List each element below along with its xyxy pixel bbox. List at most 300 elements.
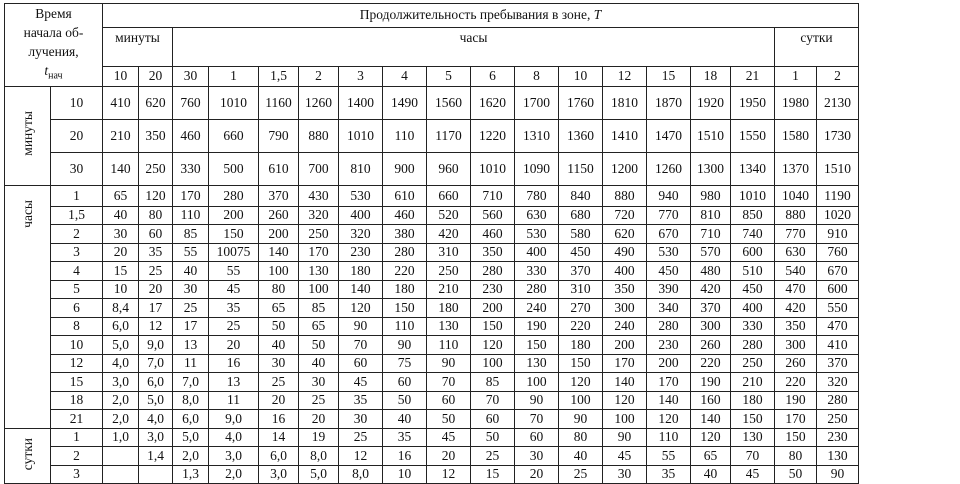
dose-cell: 190 xyxy=(515,317,559,336)
dose-cell: 130 xyxy=(427,317,471,336)
dose-cell: 700 xyxy=(299,152,339,185)
dose-cell: 410 xyxy=(103,86,139,119)
dose-cell: 40 xyxy=(259,336,299,355)
dose-cell: 630 xyxy=(775,243,817,262)
dose-cell: 10075 xyxy=(209,243,259,262)
dose-cell: 11 xyxy=(209,391,259,410)
dose-cell: 330 xyxy=(731,317,775,336)
dose-cell: 600 xyxy=(731,243,775,262)
dose-cell: 40 xyxy=(559,447,603,466)
dose-cell: 40 xyxy=(691,465,731,484)
dose-cell: 8,0 xyxy=(173,391,209,410)
dose-cell: 45 xyxy=(731,465,775,484)
table-row xyxy=(5,317,859,336)
table-row xyxy=(5,465,859,484)
dose-cell: 180 xyxy=(339,262,383,281)
dose-cell: 850 xyxy=(731,206,775,225)
dose-cell: 810 xyxy=(339,152,383,185)
dose-cell: 420 xyxy=(427,225,471,244)
start-time-cell: 8 xyxy=(51,317,103,336)
dose-cell: 100 xyxy=(603,410,647,429)
dose-cell: 50 xyxy=(471,428,515,447)
dose-cell: 12 xyxy=(427,465,471,484)
dose-cell: 1370 xyxy=(775,152,817,185)
dose-cell: 6,0 xyxy=(103,317,139,336)
dose-cell: 5,0 xyxy=(139,391,173,410)
dose-cell: 130 xyxy=(731,428,775,447)
dose-cell: 65 xyxy=(299,317,339,336)
dose-cell: 1400 xyxy=(339,86,383,119)
dose-cell: 420 xyxy=(691,280,731,299)
duration-column-header: 1 xyxy=(775,67,817,87)
dose-cell: 610 xyxy=(259,152,299,185)
dose-cell: 80 xyxy=(559,428,603,447)
dose-cell: 7,0 xyxy=(139,354,173,373)
start-time-header xyxy=(5,4,103,87)
dose-cell: 180 xyxy=(559,336,603,355)
dose-cell: 140 xyxy=(691,410,731,429)
dose-cell: 60 xyxy=(515,428,559,447)
dose-cell: 1760 xyxy=(559,86,603,119)
dose-cell: 55 xyxy=(647,447,691,466)
dose-cell: 880 xyxy=(299,119,339,152)
dose-cell: 1810 xyxy=(603,86,647,119)
dose-cell: 1490 xyxy=(383,86,427,119)
dose-cell: 35 xyxy=(339,391,383,410)
dose-cell: 170 xyxy=(173,185,209,206)
dose-cell: 40 xyxy=(299,354,339,373)
dose-cell: 1510 xyxy=(817,152,859,185)
dose-cell: 70 xyxy=(339,336,383,355)
dose-cell: 12 xyxy=(139,317,173,336)
dose-cell: 910 xyxy=(817,225,859,244)
row-group-label-text: часы xyxy=(19,199,35,228)
dose-cell: 1550 xyxy=(731,119,775,152)
dose-cell: 1340 xyxy=(731,152,775,185)
dose-cell: 630 xyxy=(515,206,559,225)
dose-cell: 180 xyxy=(731,391,775,410)
dose-cell: 85 xyxy=(471,373,515,392)
dose-cell: 300 xyxy=(775,336,817,355)
dose-cell: 120 xyxy=(603,391,647,410)
dose-cell: 550 xyxy=(817,299,859,318)
dose-cell: 1260 xyxy=(647,152,691,185)
dose-cell: 1260 xyxy=(299,86,339,119)
dose-cell: 300 xyxy=(691,317,731,336)
dose-cell: 19 xyxy=(299,428,339,447)
dose-cell: 25 xyxy=(139,262,173,281)
start-time-cell: 1 xyxy=(51,185,103,206)
dose-cell: 40 xyxy=(103,206,139,225)
dose-cell: 400 xyxy=(603,262,647,281)
row-group-label xyxy=(5,428,51,484)
dose-cell: 220 xyxy=(559,317,603,336)
dose-cell: 2,0 xyxy=(103,391,139,410)
dose-cell: 470 xyxy=(817,317,859,336)
start-time-cell: 5 xyxy=(51,280,103,299)
dose-cell: 1020 xyxy=(817,206,859,225)
dose-cell: 65 xyxy=(103,185,139,206)
dose-cell: 35 xyxy=(209,299,259,318)
dose-cell: 280 xyxy=(647,317,691,336)
dose-cell: 1150 xyxy=(559,152,603,185)
start-time-cell: 30 xyxy=(51,152,103,185)
dose-cell: 460 xyxy=(471,225,515,244)
dose-cell: 5,0 xyxy=(299,465,339,484)
dose-cell: 25 xyxy=(339,428,383,447)
dose-cell: 25 xyxy=(471,447,515,466)
dose-cell: 310 xyxy=(427,243,471,262)
dose-cell: 45 xyxy=(427,428,471,447)
dose-cell: 430 xyxy=(299,185,339,206)
dose-cell: 5,0 xyxy=(173,428,209,447)
dose-cell: 230 xyxy=(471,280,515,299)
dose-cell: 140 xyxy=(259,243,299,262)
dose-cell: 90 xyxy=(603,428,647,447)
dose-cell: 100 xyxy=(259,262,299,281)
dose-cell: 85 xyxy=(173,225,209,244)
dose-cell: 900 xyxy=(383,152,427,185)
dose-cell: 1170 xyxy=(427,119,471,152)
dose-cell: 20 xyxy=(209,336,259,355)
start-time-cell: 21 xyxy=(51,410,103,429)
dose-cell: 1010 xyxy=(209,86,259,119)
duration-header-symbol: T xyxy=(593,7,602,23)
dose-cell: 280 xyxy=(515,280,559,299)
row-group-label-text: сутки xyxy=(19,437,35,471)
dose-cell: 55 xyxy=(209,262,259,281)
dose-cell: 770 xyxy=(647,206,691,225)
dose-cell: 210 xyxy=(103,119,139,152)
dose-cell: 100 xyxy=(559,391,603,410)
dose-cell: 150 xyxy=(383,299,427,318)
dose-cell: 570 xyxy=(691,243,731,262)
dose-cell: 3,0 xyxy=(139,428,173,447)
dose-cell: 460 xyxy=(383,206,427,225)
dose-cell: 6,0 xyxy=(139,373,173,392)
duration-header xyxy=(103,4,859,28)
dose-cell: 400 xyxy=(731,299,775,318)
dose-cell: 1190 xyxy=(817,185,859,206)
dose-cell: 530 xyxy=(339,185,383,206)
dose-cell: 350 xyxy=(471,243,515,262)
dose-cell: 380 xyxy=(383,225,427,244)
group-header-minutes: минуты xyxy=(103,27,173,66)
dose-cell: 4,0 xyxy=(139,410,173,429)
dose-cell: 580 xyxy=(559,225,603,244)
dose-cell: 100 xyxy=(299,280,339,299)
dose-cell: 90 xyxy=(559,410,603,429)
dose-cell: 1560 xyxy=(427,86,471,119)
dose-cell: 5,0 xyxy=(103,336,139,355)
dose-cell: 240 xyxy=(603,317,647,336)
start-time-cell: 18 xyxy=(51,391,103,410)
dose-cell: 1620 xyxy=(471,86,515,119)
dose-cell: 320 xyxy=(299,206,339,225)
dose-cell: 85 xyxy=(299,299,339,318)
dose-cell: 390 xyxy=(647,280,691,299)
dose-cell: 880 xyxy=(775,206,817,225)
group-header-hours: часы xyxy=(173,27,775,66)
dose-cell: 320 xyxy=(339,225,383,244)
dose-cell: 230 xyxy=(339,243,383,262)
dose-cell: 80 xyxy=(775,447,817,466)
dose-cell: 45 xyxy=(339,373,383,392)
dose-cell: 40 xyxy=(383,410,427,429)
dose-cell: 840 xyxy=(559,185,603,206)
dose-cell: 8,0 xyxy=(299,447,339,466)
dose-cell: 90 xyxy=(383,336,427,355)
dose-cell: 2130 xyxy=(817,86,859,119)
dose-cell: 150 xyxy=(559,354,603,373)
dose-cell: 1700 xyxy=(515,86,559,119)
start-time-cell: 20 xyxy=(51,119,103,152)
duration-column-header: 3 xyxy=(339,67,383,87)
dose-cell: 4,0 xyxy=(209,428,259,447)
dose-cell: 370 xyxy=(559,262,603,281)
dose-cell: 8,4 xyxy=(103,299,139,318)
dose-cell: 30 xyxy=(339,410,383,429)
start-time-header-line: начала об- xyxy=(23,25,84,40)
dose-cell: 620 xyxy=(603,225,647,244)
dose-cell: 1360 xyxy=(559,119,603,152)
table-row xyxy=(5,373,859,392)
table-row xyxy=(5,243,859,262)
dose-cell: 200 xyxy=(209,206,259,225)
dose-cell: 12 xyxy=(339,447,383,466)
dose-cell: 35 xyxy=(647,465,691,484)
dose-cell: 210 xyxy=(427,280,471,299)
dose-cell: 1410 xyxy=(603,119,647,152)
dose-cell: 60 xyxy=(471,410,515,429)
dose-cell: 200 xyxy=(603,336,647,355)
dose-cell: 90 xyxy=(339,317,383,336)
table-row xyxy=(5,152,859,185)
dose-cell: 120 xyxy=(471,336,515,355)
start-time-cell: 1 xyxy=(51,428,103,447)
dose-cell: 120 xyxy=(691,428,731,447)
dose-cell: 220 xyxy=(383,262,427,281)
dose-cell: 25 xyxy=(299,391,339,410)
dose-cell: 1300 xyxy=(691,152,731,185)
dose-cell: 180 xyxy=(427,299,471,318)
dose-cell: 450 xyxy=(731,280,775,299)
dose-cell: 520 xyxy=(427,206,471,225)
dose-cell: 480 xyxy=(691,262,731,281)
dose-cell: 140 xyxy=(603,373,647,392)
dose-cell: 140 xyxy=(647,391,691,410)
table-row xyxy=(5,428,859,447)
dose-cell: 770 xyxy=(775,225,817,244)
dose-cell: 280 xyxy=(817,391,859,410)
dose-cell: 60 xyxy=(139,225,173,244)
dose-cell: 120 xyxy=(647,410,691,429)
dose-cell: 13 xyxy=(209,373,259,392)
dose-cell: 760 xyxy=(173,86,209,119)
dose-cell: 20 xyxy=(139,280,173,299)
dose-cell: 80 xyxy=(259,280,299,299)
dose-cell: 70 xyxy=(731,447,775,466)
dose-cell: 600 xyxy=(817,280,859,299)
dose-cell: 190 xyxy=(691,373,731,392)
dose-cell: 250 xyxy=(299,225,339,244)
dose-cell: 130 xyxy=(515,354,559,373)
dose-cell: 710 xyxy=(471,185,515,206)
start-time-cell: 3 xyxy=(51,243,103,262)
dose-cell: 25 xyxy=(209,317,259,336)
dose-cell: 230 xyxy=(817,428,859,447)
dose-cell: 30 xyxy=(173,280,209,299)
dose-cell: 130 xyxy=(817,447,859,466)
dose-cell: 110 xyxy=(647,428,691,447)
dose-cell: 530 xyxy=(515,225,559,244)
dose-cell: 530 xyxy=(647,243,691,262)
dose-cell: 40 xyxy=(173,262,209,281)
dose-cell: 180 xyxy=(383,280,427,299)
dose-cell: 740 xyxy=(731,225,775,244)
dose-cell: 120 xyxy=(339,299,383,318)
dose-cell: 560 xyxy=(471,206,515,225)
dose-cell: 450 xyxy=(647,262,691,281)
dose-cell: 6,0 xyxy=(173,410,209,429)
start-time-header-line: Время xyxy=(35,6,72,21)
dose-cell: 1580 xyxy=(775,119,817,152)
start-time-symbol-subscript: нач xyxy=(48,70,63,82)
dose-cell: 15 xyxy=(103,262,139,281)
dose-cell: 65 xyxy=(691,447,731,466)
dose-cell: 1010 xyxy=(339,119,383,152)
dose-cell: 60 xyxy=(339,354,383,373)
dose-cell: 50 xyxy=(775,465,817,484)
table-row xyxy=(5,299,859,318)
dose-cell: 170 xyxy=(603,354,647,373)
dose-cell: 400 xyxy=(515,243,559,262)
dose-cell: 3,0 xyxy=(103,373,139,392)
row-group-label xyxy=(5,86,51,185)
dose-cell: 200 xyxy=(259,225,299,244)
table-row xyxy=(5,391,859,410)
dose-cell: 2,0 xyxy=(103,410,139,429)
dose-cell: 260 xyxy=(775,354,817,373)
start-time-cell: 3 xyxy=(51,465,103,484)
dose-cell: 330 xyxy=(515,262,559,281)
dose-cell: 1090 xyxy=(515,152,559,185)
start-time-header-line: лучения, xyxy=(28,44,79,59)
dose-cell: 210 xyxy=(731,373,775,392)
dose-cell: 30 xyxy=(603,465,647,484)
dose-cell: 110 xyxy=(427,336,471,355)
group-header-days: сутки xyxy=(775,27,859,66)
dose-cell: 350 xyxy=(775,317,817,336)
table-row xyxy=(5,185,859,206)
duration-column-header: 5 xyxy=(427,67,471,87)
dose-cell: 14 xyxy=(259,428,299,447)
row-group-label-text: минуты xyxy=(19,111,35,157)
dose-cell: 320 xyxy=(817,373,859,392)
dose-cell: 880 xyxy=(603,185,647,206)
duration-column-header: 2 xyxy=(817,67,859,87)
dose-cell: 8,0 xyxy=(339,465,383,484)
table-row xyxy=(5,119,859,152)
duration-column-header: 1,5 xyxy=(259,67,299,87)
dose-cell: 60 xyxy=(383,373,427,392)
dose-cell: 1920 xyxy=(691,86,731,119)
table-row xyxy=(5,336,859,355)
dose-cell: 170 xyxy=(775,410,817,429)
dose-cell: 1200 xyxy=(603,152,647,185)
dose-cell: 90 xyxy=(427,354,471,373)
duration-column-header: 10 xyxy=(559,67,603,87)
dose-cell: 25 xyxy=(559,465,603,484)
dose-cell: 510 xyxy=(731,262,775,281)
dose-cell: 60 xyxy=(427,391,471,410)
dose-cell: 50 xyxy=(383,391,427,410)
dose-cell: 11 xyxy=(173,354,209,373)
dose-cell: 200 xyxy=(647,354,691,373)
duration-column-header: 21 xyxy=(731,67,775,87)
dose-cell: 100 xyxy=(471,354,515,373)
dose-cell xyxy=(139,465,173,484)
dose-cell: 140 xyxy=(339,280,383,299)
dose-cell: 30 xyxy=(259,354,299,373)
start-time-cell: 2 xyxy=(51,447,103,466)
dose-cell: 400 xyxy=(339,206,383,225)
dose-cell: 350 xyxy=(603,280,647,299)
dose-cell: 35 xyxy=(383,428,427,447)
dose-cell: 250 xyxy=(731,354,775,373)
dose-cell: 660 xyxy=(209,119,259,152)
dose-cell: 3,0 xyxy=(259,465,299,484)
start-time-cell: 6 xyxy=(51,299,103,318)
dose-cell: 160 xyxy=(691,391,731,410)
dose-cell: 1,3 xyxy=(173,465,209,484)
dose-cell: 20 xyxy=(259,391,299,410)
dose-cell: 250 xyxy=(817,410,859,429)
dose-cell: 80 xyxy=(139,206,173,225)
dose-cell: 1310 xyxy=(515,119,559,152)
duration-header-title: Продолжительность пребывания в зоне, xyxy=(359,7,591,23)
dose-cell: 150 xyxy=(731,410,775,429)
dose-cell: 20 xyxy=(515,465,559,484)
dose-cell: 2,0 xyxy=(209,465,259,484)
dose-cell: 280 xyxy=(471,262,515,281)
dose-cell: 30 xyxy=(103,225,139,244)
dose-cell: 70 xyxy=(471,391,515,410)
dose-cell: 1040 xyxy=(775,185,817,206)
dose-cell: 1870 xyxy=(647,86,691,119)
dose-cell: 17 xyxy=(139,299,173,318)
dose-cell: 110 xyxy=(383,119,427,152)
dose-cell: 130 xyxy=(299,262,339,281)
dose-cell: 17 xyxy=(173,317,209,336)
dose-cell: 450 xyxy=(559,243,603,262)
dose-cell: 1220 xyxy=(471,119,515,152)
dose-cell: 170 xyxy=(647,373,691,392)
dose-cell: 10 xyxy=(383,465,427,484)
dose-cell: 30 xyxy=(515,447,559,466)
dose-cell: 50 xyxy=(299,336,339,355)
table-row xyxy=(5,262,859,281)
dose-cell xyxy=(103,447,139,466)
duration-column-header: 10 xyxy=(103,67,139,87)
dose-cell: 70 xyxy=(427,373,471,392)
dose-cell: 670 xyxy=(817,262,859,281)
dose-cell: 120 xyxy=(559,373,603,392)
dose-cell: 1010 xyxy=(731,185,775,206)
dose-cell: 90 xyxy=(817,465,859,484)
dose-cell: 140 xyxy=(103,152,139,185)
dose-cell: 810 xyxy=(691,206,731,225)
